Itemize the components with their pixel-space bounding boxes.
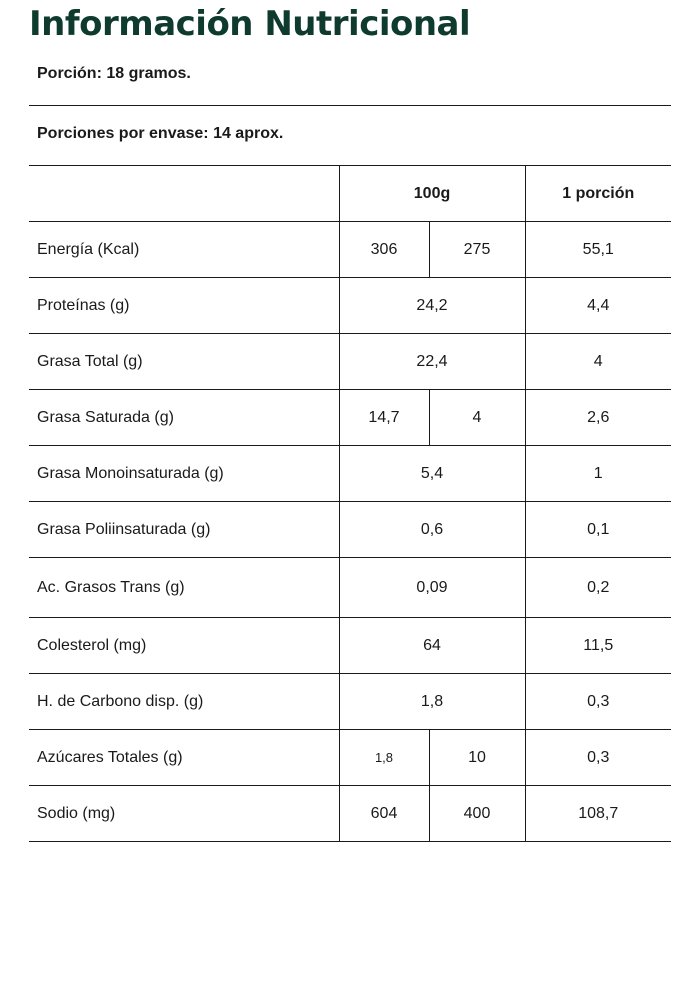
value-100g: 5,4	[339, 446, 525, 502]
row-label: H. de Carbono disp. (g)	[29, 674, 339, 730]
portion-text: Porción: 18 gramos.	[37, 65, 191, 82]
table-row	[29, 334, 671, 390]
value-100g-b: 275	[429, 222, 525, 278]
value-100g: 0,09	[339, 558, 525, 618]
value-100g-b: 4	[429, 390, 525, 446]
value-portion: 4	[525, 334, 671, 390]
value-100g-a: 14,7	[339, 390, 429, 446]
value-portion: 0,3	[525, 674, 671, 730]
page-title: Información Nutricional	[29, 4, 471, 44]
table-row	[29, 446, 671, 502]
value-100g: 24,2	[339, 278, 525, 334]
value-portion: 1	[525, 446, 671, 502]
value-100g: 22,4	[339, 334, 525, 390]
value-100g-a: 1,8	[339, 730, 429, 786]
row-label: Grasa Total (g)	[29, 334, 339, 390]
value-portion: 108,7	[525, 786, 671, 842]
row-label: Colesterol (mg)	[29, 618, 339, 674]
nutrition-table	[29, 165, 671, 842]
table-row	[29, 558, 671, 618]
value-portion: 2,6	[525, 390, 671, 446]
value-portion: 4,4	[525, 278, 671, 334]
row-label: Ac. Grasos Trans (g)	[29, 558, 339, 618]
value-100g: 1,8	[339, 674, 525, 730]
table-row	[29, 278, 671, 334]
value-portion: 0,1	[525, 502, 671, 558]
portion-row	[29, 48, 671, 106]
table-row	[29, 390, 671, 446]
servings-row	[29, 106, 671, 166]
table-row	[29, 674, 671, 730]
table-row	[29, 502, 671, 558]
value-100g-b: 400	[429, 786, 525, 842]
value-100g-b: 10	[429, 730, 525, 786]
value-100g: 64	[339, 618, 525, 674]
value-100g: 0,6	[339, 502, 525, 558]
row-label: Proteínas (g)	[29, 278, 339, 334]
row-label: Grasa Saturada (g)	[29, 390, 339, 446]
table-row	[29, 730, 671, 786]
value-100g-a: 306	[339, 222, 429, 278]
value-portion: 55,1	[525, 222, 671, 278]
table-row	[29, 222, 671, 278]
table-header-row	[29, 166, 671, 222]
header-blank-cell	[29, 166, 339, 222]
table-row	[29, 786, 671, 842]
header-portion: 1 porción	[525, 166, 671, 222]
value-portion: 0,2	[525, 558, 671, 618]
row-label: Energía (Kcal)	[29, 222, 339, 278]
row-label: Grasa Monoinsaturada (g)	[29, 446, 339, 502]
value-100g-a: 604	[339, 786, 429, 842]
header-100g: 100g	[339, 166, 525, 222]
servings-text: Porciones por envase: 14 aprox.	[37, 125, 284, 142]
row-label: Azúcares Totales (g)	[29, 730, 339, 786]
row-label: Sodio (mg)	[29, 786, 339, 842]
table-row	[29, 618, 671, 674]
value-portion: 0,3	[525, 730, 671, 786]
value-portion: 11,5	[525, 618, 671, 674]
row-label: Grasa Poliinsaturada (g)	[29, 502, 339, 558]
